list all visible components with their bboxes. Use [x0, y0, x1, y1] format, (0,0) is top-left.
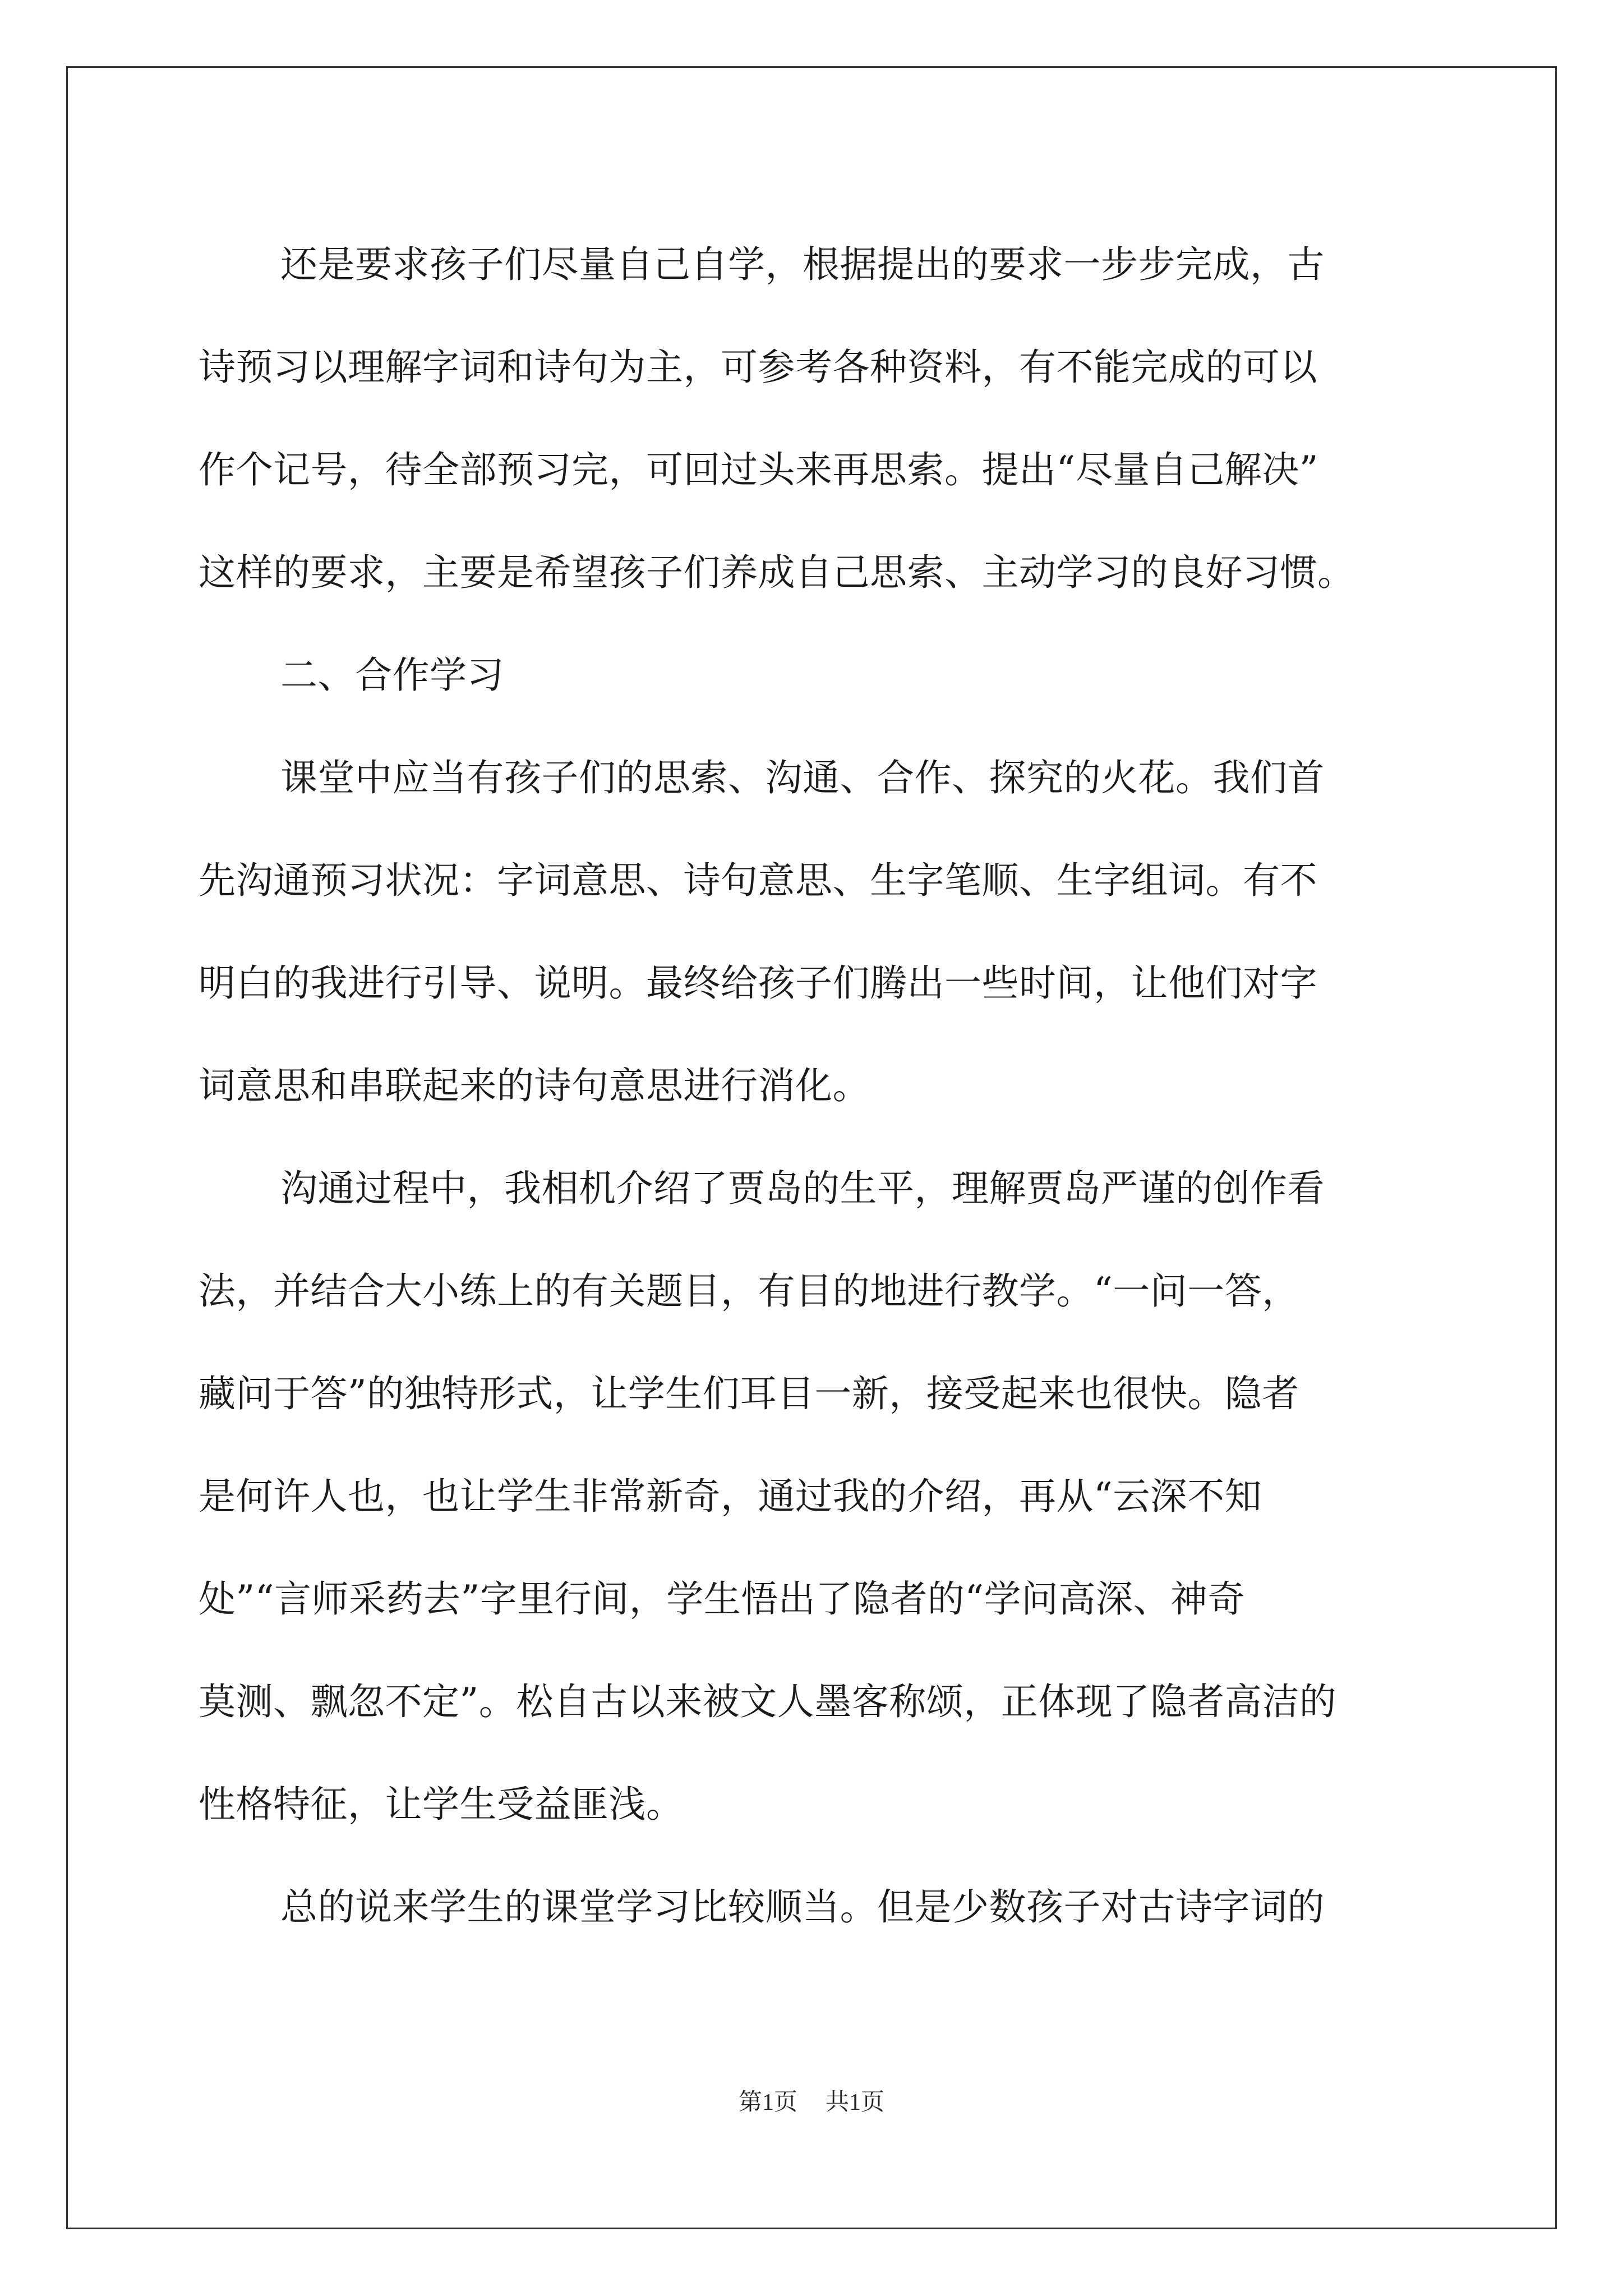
- text-line: 藏问于答”的独特形式，让学生们耳目一新，接受起来也很快。隐者: [199, 1372, 1299, 1415]
- text-line: 是何许人也，也让学生非常新奇，通过我的介绍，再从“云深不知: [199, 1475, 1262, 1518]
- text-line: 处”“言师采药去”字里行间，学生悟出了隐者的“学问高深、神奇: [199, 1577, 1245, 1621]
- page-total: 共1页: [826, 2090, 885, 2115]
- page-footer: [0, 2083, 1623, 2117]
- text-line: 沟通过程中，我相机介绍了贾岛的生平，理解贾岛严谨的创作看: [280, 1167, 1325, 1210]
- text-line: 先沟通预习状况：字词意思、诗句意思、生字笔顺、生字组词。有不: [199, 859, 1317, 902]
- text-line: 莫测、飘忽不定”。松自古以来被文人墨客称颂，正体现了隐者高洁的: [199, 1680, 1337, 1723]
- section-heading: 二、合作学习: [280, 654, 504, 697]
- text-line: 作个记号，待全部预习完，可回过头来再思索。提出“尽量自己解决”: [199, 448, 1318, 491]
- text-line: 法，并结合大小练上的有关题目，有目的地进行教学。“一问一答，: [199, 1269, 1299, 1313]
- page-number: 第1页: [738, 2090, 797, 2115]
- text-line: 诗预习以理解字词和诗句为主，可参考各种资料，有不能完成的可以: [199, 346, 1317, 389]
- text-line: 明白的我进行引导、说明。最终给孩子们腾出一些时间，让他们对字: [199, 961, 1317, 1005]
- text-line: 课堂中应当有孩子们的思索、沟通、合作、探究的火花。我们首: [280, 756, 1325, 799]
- text-line: 总的说来学生的课堂学习比较顺当。但是少数孩子对古诗字词的: [280, 1885, 1325, 1929]
- text-line: 性格特征，让学生受益匪浅。: [199, 1783, 684, 1826]
- text-line: 词意思和串联起来的诗句意思进行消化。: [199, 1064, 870, 1107]
- document-body: [199, 213, 1432, 1958]
- text-line: 这样的要求，主要是希望孩子们养成自己思索、主动学习的良好习惯。: [199, 551, 1355, 594]
- text-line: 还是要求孩子们尽量自己自学，根据提出的要求一步步完成，古: [280, 243, 1325, 286]
